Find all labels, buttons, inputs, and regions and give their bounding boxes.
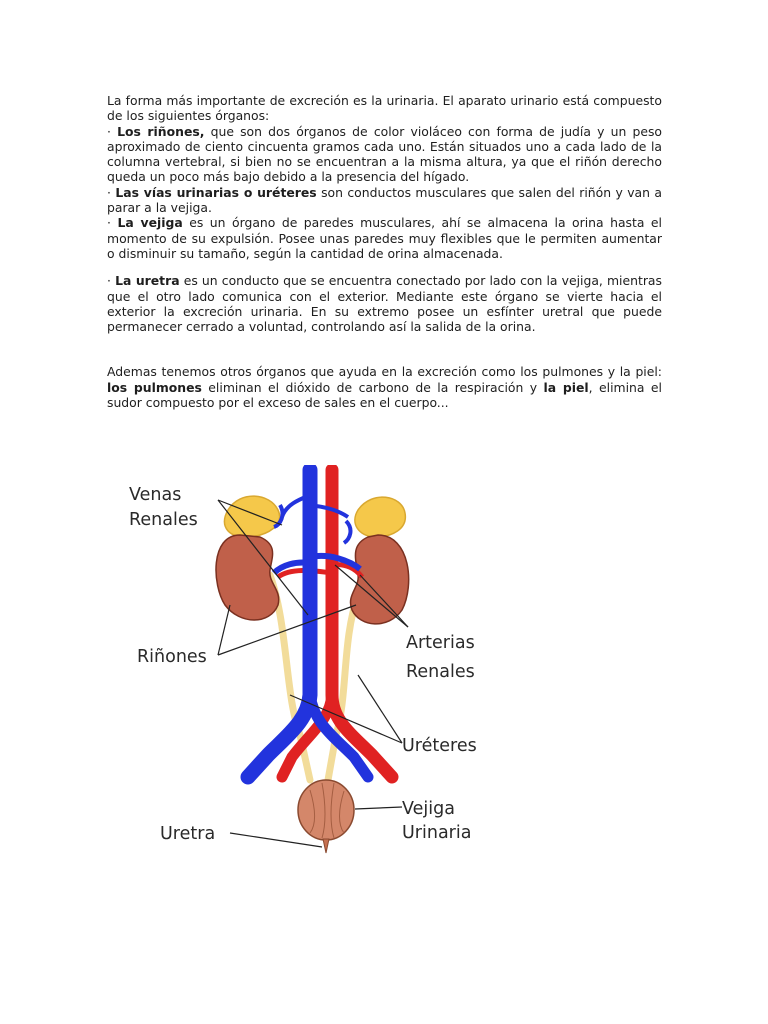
left-adrenal-gland	[224, 496, 279, 537]
right-adrenal-gland	[355, 497, 405, 537]
paragraph-kidneys	[107, 124, 662, 185]
others-text-c: , elimina el sudor compuesto por el exceso de sales en el cuerpo...	[107, 379, 662, 411]
lungs-term: los pulmones	[107, 379, 202, 395]
label-ureteres: Uréteres	[402, 736, 477, 756]
ureters-text: son conductos musculares que salen del riñón y van a parar a la vejiga.	[107, 184, 662, 216]
bladder-term: La vejiga	[117, 215, 183, 231]
label-rinones: Riñones	[137, 647, 207, 667]
bladder	[298, 780, 354, 840]
diagram-svg	[110, 465, 510, 865]
skin-term: la piel	[543, 379, 589, 395]
label-venas: Venas	[129, 485, 182, 505]
label-uretra: Uretra	[160, 824, 216, 844]
right-kidney	[350, 535, 408, 624]
others-text-b: eliminan el dióxido de carbono de la respiración y	[201, 379, 544, 395]
bullet: ·	[107, 184, 116, 200]
left-kidney	[216, 535, 279, 620]
bladder-text: es un órgano de paredes musculares, ahí se almacena la orina hasta el momento de su expulsión. Posee unas paredes muy flexibles que le permiten aumentar o disminuir su tamaño, según la cantidad de orina almacenada.	[107, 215, 663, 261]
label-renales-arterias: Renales	[406, 662, 475, 682]
ureters-term: Las vías urinarias o uréteres	[115, 184, 317, 200]
paragraph-other-organs	[107, 364, 662, 410]
paragraph-ureters	[107, 185, 662, 216]
bullet: ·	[107, 123, 118, 139]
bullet: ·	[107, 215, 118, 231]
urethra-tube	[323, 839, 329, 853]
label-urinaria: Urinaria	[402, 823, 472, 843]
label-renales-venas: Renales	[129, 510, 198, 530]
kidneys-term: Los riñones,	[117, 123, 205, 139]
others-text-a: Ademas tenemos otros órganos que ayuda en la excreción como los pulmones y la piel:	[107, 364, 662, 380]
urethra-term: La uretra	[115, 273, 180, 289]
urethra-text: es un conducto que se encuentra conectado por lado con la vejiga, mientras que el otro lado comunica con el exterior. Mediante este órgano se vierte hacia el exterior la excreción urinaria. En su extremo posee un esfínter uretral que puede permanecer cerrado a voluntad, controlando así la salida de la orina.	[107, 273, 662, 335]
paragraph-bladder	[107, 215, 662, 261]
urinary-system-diagram	[110, 465, 510, 865]
label-arterias: Arterias	[406, 633, 475, 653]
paragraph-urethra	[107, 273, 662, 334]
kidneys-text: que son dos órganos de color violáceo con forma de judía y un peso aproximado de ciento cincuenta gramos cada uno. Están situados uno a cada lado de la columna vertebral, si bien no se encuentran a la misma altura, ya que el riñón derecho queda un poco más bajo debido a la presencia del hígado.	[107, 123, 662, 185]
intro-text: La forma más importante de excreción es la urinaria. El aparato urinario está compuesto de los siguientes órganos:	[107, 93, 662, 124]
bullet: ·	[107, 273, 116, 289]
article-text	[107, 93, 662, 410]
label-vejiga: Vejiga	[402, 799, 455, 819]
paragraph-intro	[107, 93, 662, 124]
